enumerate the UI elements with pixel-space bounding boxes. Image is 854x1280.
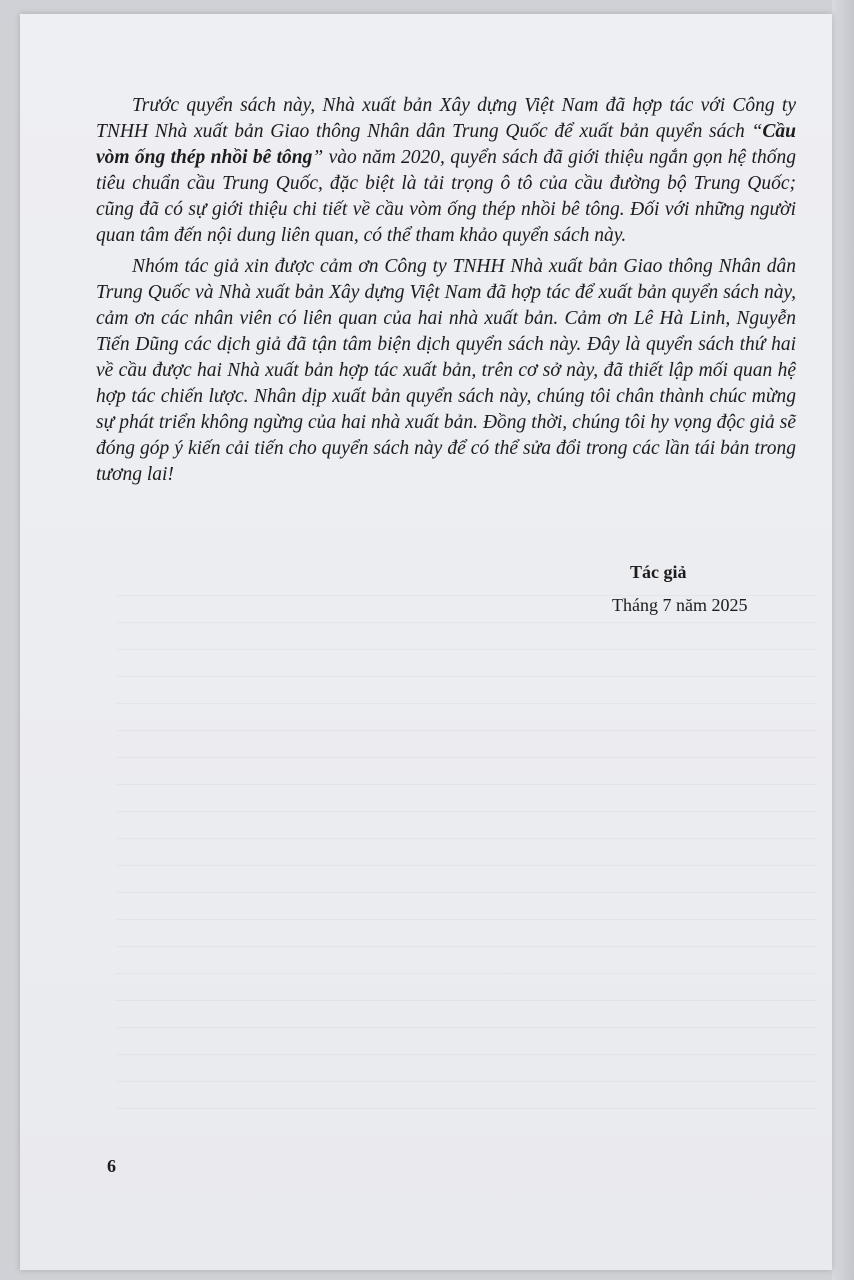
paragraph-1-rest: vào năm 2020, quyển sách đã giới thiệu ngắn gọn hệ thống tiêu chuẩn cầu Trung Quốc, đặc biệt là tải trọng ô tô của cầu đường bộ Trung Quốc; cũng đã có sự giới thiệu chi tiết về cầu vòm ống thép nhồi bê tông. Đối với những người quan tâm đến nội dung liên quan, có thể tham khảo quyển sách này.: [96, 147, 796, 247]
page-edge: [832, 0, 854, 1280]
paragraph-1: [96, 93, 796, 250]
quote-close: ”: [312, 147, 324, 169]
quote-open: “: [751, 121, 763, 143]
signature-author: Tác giả: [630, 562, 687, 582]
page-number: 6: [107, 1156, 116, 1176]
show-through-text: [116, 569, 816, 1129]
paragraph-1-intro: Trước quyển sách này, Nhà xuất bản Xây dựng Việt Nam đã hợp tác với Công ty TNHH Nhà xuất bản Giao thông Nhân dân Trung Quốc để xuất bản quyển sách: [96, 95, 796, 143]
paragraph-2: Nhóm tác giả xin được cảm ơn Công ty TNHH Nhà xuất bản Giao thông Nhân dân Trung Quốc và Nhà xuất bản Xây dựng Việt Nam đã hợp tác để xuất bản quyển sách này, cảm ơn các nhân viên có liên quan của hai nhà xuất bản. Cảm ơn Lê Hà Linh, Nguyễn Tiến Dũng các dịch giả đã tận tâm biện dịch quyển sách này. Đây là quyển sách thứ hai về cầu được hai Nhà xuất bản hợp tác xuất bản, trên cơ sở này, đã thiết lập mối quan hệ hợp tác chiến lược. Nhân dịp xuất bản quyển sách này, chúng tôi chân thành chúc mừng sự phát triển không ngừng của hai nhà xuất bản. Đồng thời, chúng tôi hy vọng độc giả sẽ đóng góp ý kiến cải tiến cho quyển sách này để có thể sửa đổi trong các lần tái bản trong tương lai!: [96, 255, 796, 486]
body-text: [96, 93, 796, 492]
book-title: Cầu vòm ống thép nhồi bê tông: [96, 121, 796, 169]
signature-date: Tháng 7 năm 2025: [612, 595, 748, 615]
